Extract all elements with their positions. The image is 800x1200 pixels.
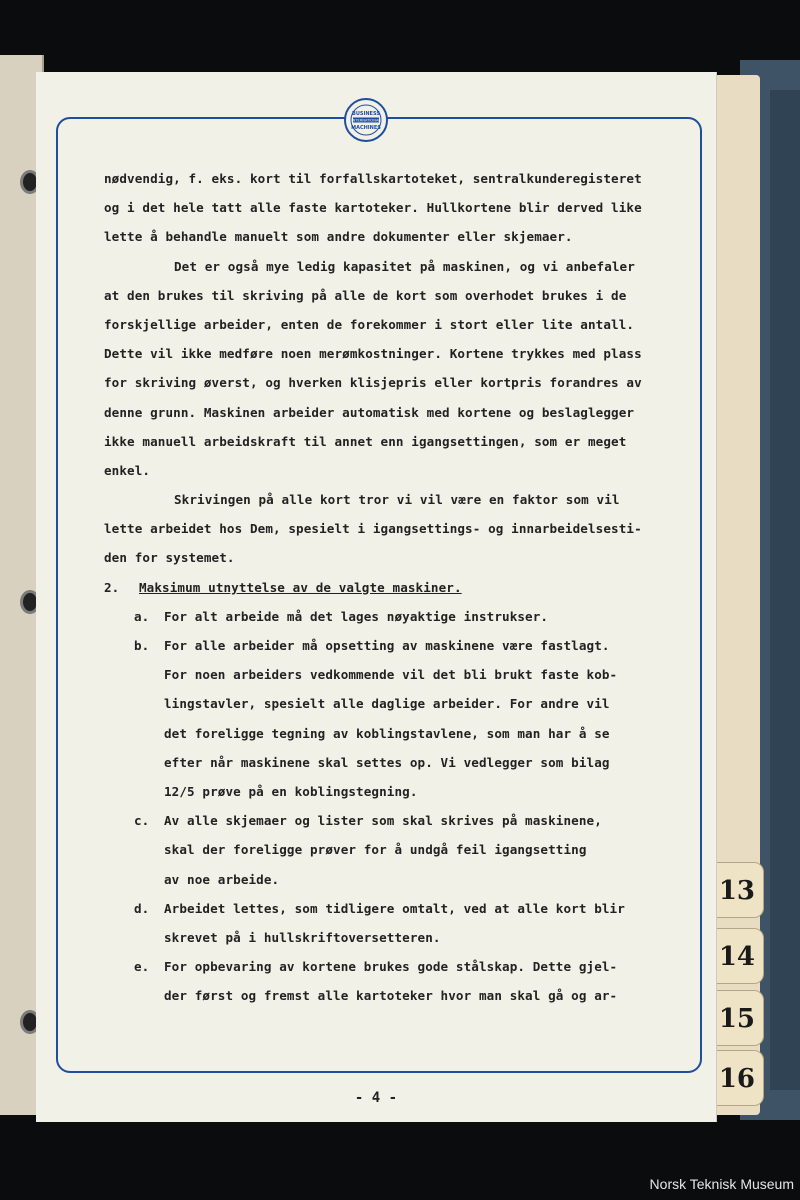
- text-line: skal der foreligge prøver for å undgå feil igangsetting: [164, 842, 587, 858]
- page-number: - 4 -: [354, 1090, 398, 1106]
- body-text: [104, 164, 684, 1010]
- text-line: forskjellige arbeider, enten de forekommer i stort eller lite antall.: [104, 316, 635, 332]
- text-line: Det er også mye ledig kapasitet på maskinen, og vi anbefaler: [174, 258, 635, 274]
- item-marker: e.: [134, 959, 150, 975]
- text-line: av noe arbeide.: [164, 871, 280, 887]
- text-line: det foreligge tegning av koblingstavlene, som man har å se: [164, 725, 610, 741]
- text-line: lette arbeidet hos Dem, spesielt i igangsettings- og innarbeidelsesti-: [104, 521, 642, 537]
- text-line: denne grunn. Maskinen arbeider automatisk med kortene og beslaglegger: [104, 404, 635, 420]
- item-marker: c.: [134, 813, 150, 829]
- text-line: enkel.: [104, 462, 151, 478]
- text-line: lette å behandle manuelt som andre dokumenter eller skjemaer.: [104, 229, 573, 245]
- svg-text:INTERNATIONAL: INTERNATIONAL: [351, 118, 381, 123]
- text-line: for skriving øverst, og hverken klisjepris eller kortpris forandres av: [104, 375, 642, 391]
- text-line: den for systemet.: [104, 550, 235, 566]
- item-marker: b.: [134, 638, 150, 653]
- item-marker: a.: [134, 608, 150, 624]
- binder-cover-edge: [770, 90, 800, 1090]
- tab-13[interactable]: 13: [712, 862, 764, 918]
- text-line: at den brukes til skriving på alle de kort som overhodet brukes i de: [104, 287, 627, 303]
- document-page: [36, 72, 716, 1122]
- text-line: nødvendig, f. eks. kort til forfallskartoteket, sentralkunderegisteret: [104, 171, 642, 186]
- item-text: For opbevaring av kortene brukes gode stålskap. Dette gjel-: [164, 959, 618, 975]
- text-line: lingstavler, spesielt alle daglige arbeider. For andre vil: [164, 696, 610, 712]
- item-marker: d.: [134, 900, 150, 916]
- item-text: For alle arbeider må opsetting av maskinene være fastlagt.: [164, 638, 610, 653]
- text-line: der først og fremst alle kartoteker hvor man skal gå og ar-: [164, 988, 618, 1004]
- company-logo: [344, 98, 388, 142]
- section-title: Maksimum utnyttelse av de valgte maskiner.: [139, 579, 462, 595]
- list-item-b: [104, 631, 684, 660]
- svg-text:MACHINES: MACHINES: [351, 125, 381, 131]
- list-item-c: [104, 806, 684, 835]
- text-line: ikke manuell arbeidskraft til annet enn igangsettingen, som er meget: [104, 433, 627, 449]
- item-text: Av alle skjemaer og lister som skal skrives på maskinene,: [164, 813, 602, 829]
- list-item-d: [104, 894, 684, 923]
- text-line: For noen arbeiders vedkommende vil det bli brukt faste kob-: [164, 667, 618, 683]
- text-line: Skrivingen på alle kort tror vi vil være en faktor som vil: [174, 492, 620, 508]
- text-line: efter når maskinene skal settes op. Vi vedlegger som bilag: [164, 754, 610, 770]
- item-text: For alt arbeide må det lages nøyaktige instrukser.: [164, 608, 549, 624]
- section-number: 2.: [104, 579, 120, 595]
- text-line: 12/5 prøve på en koblingstegning.: [164, 783, 418, 799]
- list-item-e: [104, 952, 684, 981]
- museum-watermark: Norsk Teknisk Museum: [649, 1176, 794, 1192]
- text-line: skrevet på i hullskriftoversetteren.: [164, 929, 441, 945]
- text-line: Dette vil ikke medføre noen merømkostninger. Kortene trykkes med plass: [104, 346, 642, 362]
- item-text: Arbeidet lettes, som tidligere omtalt, ved at alle kort blir: [164, 900, 625, 916]
- text-line: og i det hele tatt alle faste kartoteker. Hullkortene blir derved like: [104, 200, 642, 216]
- svg-text:BUSINESS: BUSINESS: [352, 111, 380, 117]
- tab-16[interactable]: 16: [712, 1050, 764, 1106]
- tab-14[interactable]: 14: [712, 928, 764, 984]
- section-heading: [104, 573, 684, 602]
- tab-15[interactable]: 15: [712, 990, 764, 1046]
- list-item-a: [104, 602, 684, 631]
